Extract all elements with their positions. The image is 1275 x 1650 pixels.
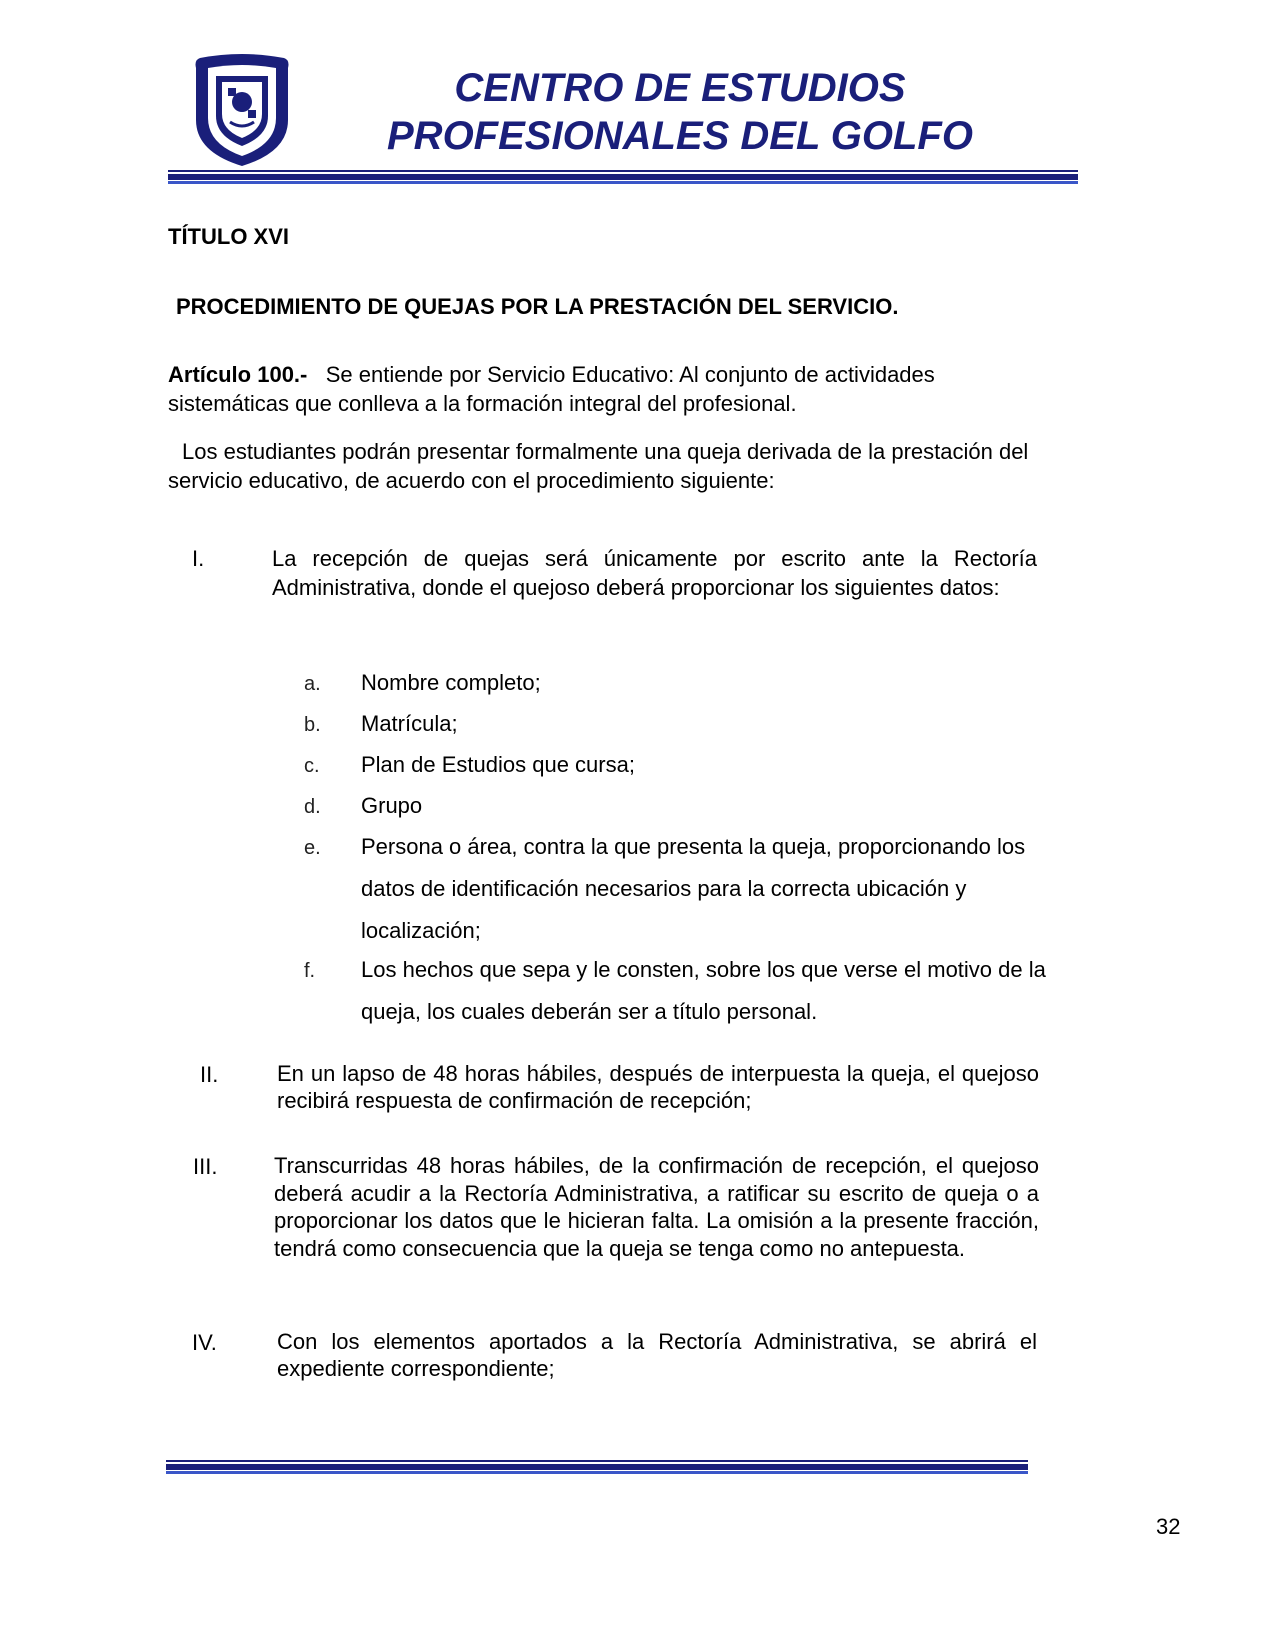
subitem-letter: f.: [304, 960, 316, 982]
subitem-letter: a.: [304, 673, 321, 695]
section-subtitle: PROCEDIMIENTO DE QUEJAS POR LA PRESTACIÓN DEL SERVICIO.: [176, 294, 899, 319]
institution-name-line1: CENTRO DE ESTUDIOS: [454, 66, 906, 110]
subitem-letter: d.: [304, 796, 321, 818]
article-paragraph: [168, 360, 1048, 418]
subitem-text: Plan de Estudios que cursa;: [361, 752, 635, 777]
footer-divider-accent: [166, 1471, 1028, 1474]
header-divider-accent: [168, 181, 1078, 184]
header-divider-top: [168, 170, 1078, 172]
item-number: II.: [200, 1062, 219, 1087]
item-text: La recepción de quejas será únicamente por escrito ante la Rectoría Administrativa, donde el quejoso deberá proporcionar los siguientes datos:: [272, 546, 1037, 600]
subitem-text: Los hechos que sepa y le consten, sobre los que verse el motivo de la queja, los cuales deberán ser a título personal.: [361, 957, 1046, 1024]
item-text: Transcurridas 48 horas hábiles, de la confirmación de recepción, el quejoso deberá acudir a la Rectoría Administrativa, a ratificar su escrito de queja o a proporcionar los datos que le hicieran falta. La omisión a la presente fracción, tendrá como consecuencia que la queja se tenga como no antepuesta.: [274, 1153, 1039, 1261]
subitem-text: Nombre completo;: [361, 670, 541, 695]
institution-name-line2: PROFESIONALES DEL GOLFO: [387, 114, 973, 158]
intro-paragraph: Los estudiantes podrán presentar formalmente una queja derivada de la prestación del servicio educativo, de acuerdo con el procedimiento siguiente:: [168, 439, 1029, 493]
item-number: IV.: [192, 1330, 217, 1355]
institution-logo: [192, 52, 292, 168]
subitem-letter: c.: [304, 755, 320, 777]
page-number: 32: [1156, 1514, 1181, 1539]
item-number: I.: [192, 546, 205, 571]
item-text: Con los elementos aportados a la Rectoría Administrativa, se abrirá el expediente correspondiente;: [277, 1329, 1037, 1381]
item-text: En un lapso de 48 horas hábiles, después de interpuesta la queja, el quejoso recibirá respuesta de confirmación de recepción;: [277, 1061, 1039, 1113]
article-text: Se entiende por Servicio Educativo: Al conjunto de actividades sistemáticas que conlleva a la formación integral del profesional.: [168, 362, 935, 416]
item-number: III.: [193, 1154, 218, 1179]
footer-divider-top: [166, 1460, 1028, 1462]
section-title: TÍTULO XVI: [168, 224, 289, 249]
article-label: Artículo 100.-: [168, 362, 308, 387]
subitem-letter: e.: [304, 837, 321, 859]
subitem-text: Persona o área, contra la que presenta la queja, proporcionando los datos de identificación necesarios para la correcta ubicación y localización;: [361, 834, 1026, 943]
header-divider-main: [168, 174, 1078, 180]
footer-divider-main: [166, 1464, 1028, 1470]
subitem-text: Matrícula;: [361, 711, 458, 736]
subitem-letter: b.: [304, 714, 321, 736]
subitem-text: Grupo: [361, 793, 423, 818]
